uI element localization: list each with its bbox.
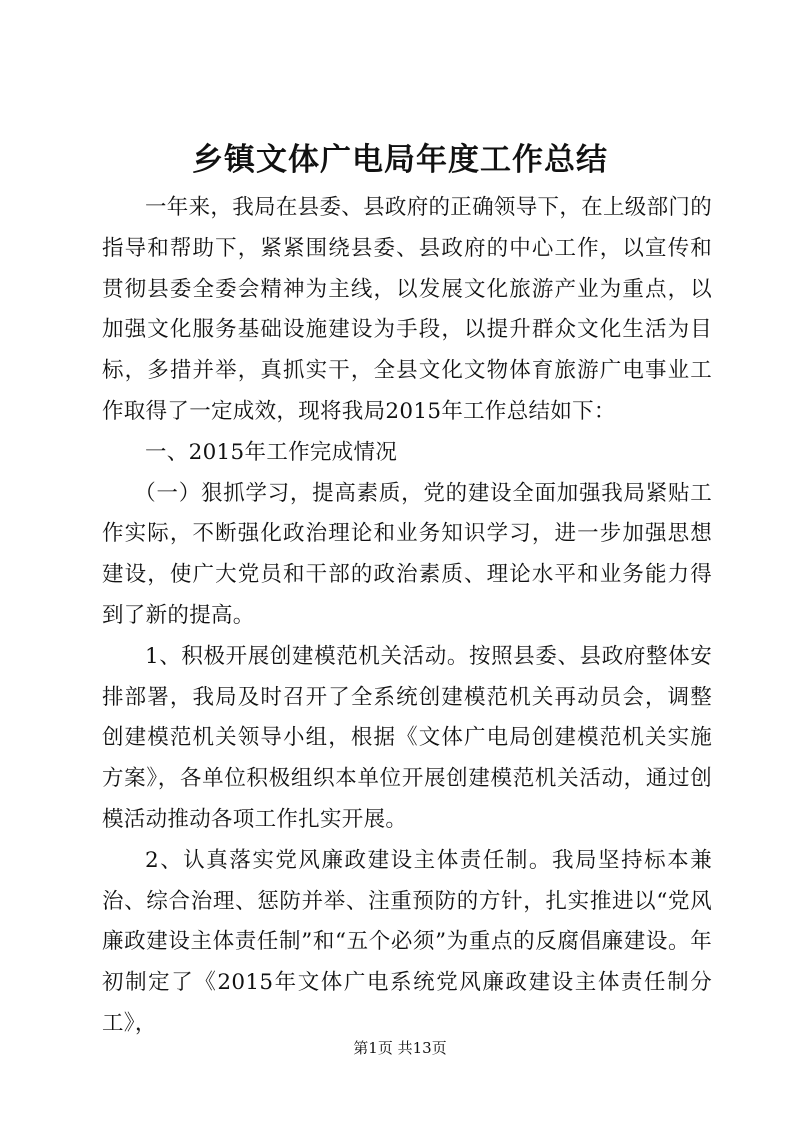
item-1-paragraph: 1、积极开展创建模范机关活动。按照县委、县政府整体安排部署，我局及时召开了全系统创建模范机关再动员会，调整创建模范机关领导小组，根据《文体广电局创建模范机关实施方案》，各单位积极组织本单位开展创建模范机关活动，通过创模活动推动各项工作扎实开展。 [102,643,712,832]
page-number-footer: 第1页 共13页 [353,1039,447,1057]
subsection-paragraph: （一）狠抓学习，提高素质，党的建设全面加强我局紧贴工作实际，不断强化政治理论和业务知识学习，进一步加强思想建设，使广大党员和干部的政治素质、理论水平和业务能力得到了新的提高。 [102,480,712,628]
intro-paragraph: 一年来，我局在县委、县政府的正确领导下，在上级部门的指导和帮助下，紧紧围绕县委、县政府的中心工作，以宣传和贯彻县委全委会精神为主线，以发展文化旅游产业为重点，以加强文化服务基础设施建设为手段，以提升群众文化生活为目标，多措并举，真抓实干，全县文化文物体育旅游广电事业工作取得了一定成效，现将我局2015年工作总结如下： [102,195,712,424]
section-heading: 一、2015年工作完成情况 [145,439,398,465]
item-2-paragraph: 2、认真落实党风廉政建设主体责任制。我局坚持标本兼治、综合治理、惩防并举、注重预防的方针，扎实推进以“党风廉政建设主体责任制”和“五个必须”为重点的反腐倡廉建设。年初制定了《2015年文体广电系统党风廉政建设主体责任制分工》， [102,847,712,1036]
document-body [102,188,712,1045]
document-title: 乡镇文体广电局年度工作总结 [192,142,608,178]
